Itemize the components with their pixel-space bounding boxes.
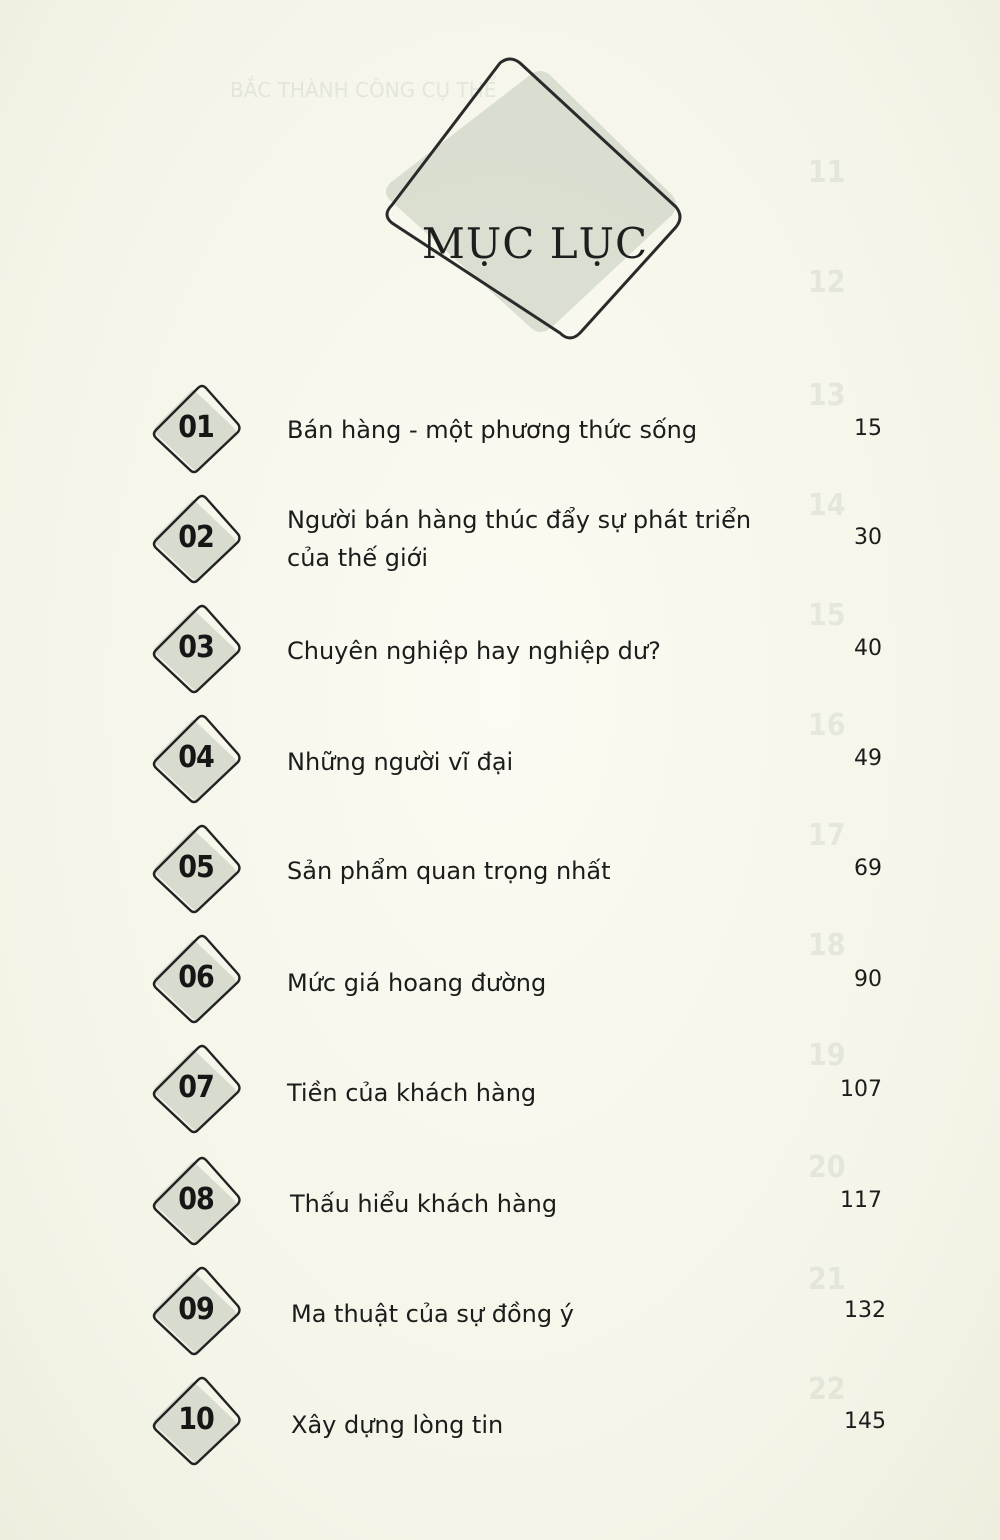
bleed-through-number: 20: [808, 1150, 846, 1185]
chapter-title: Ma thuật của sự đồng ý: [291, 1300, 574, 1328]
chapter-number-badge: [150, 1376, 242, 1468]
chapter-number-badge: [150, 384, 242, 476]
toc-entry[interactable]: [150, 934, 890, 1024]
chapter-page-number: 15: [854, 416, 882, 441]
chapter-page-number: 145: [844, 1409, 886, 1434]
bleed-through-number: 12: [808, 265, 846, 300]
toc-entry[interactable]: [150, 1266, 890, 1356]
chapter-number: 05: [178, 850, 214, 885]
bleed-through-number: 21: [808, 1262, 846, 1297]
chapter-page-number: 30: [854, 525, 882, 550]
toc-entry[interactable]: [150, 1044, 890, 1134]
chapter-page-number: 90: [854, 967, 882, 992]
chapter-number: 10: [178, 1402, 214, 1437]
chapter-page-number: 49: [854, 746, 882, 771]
chapter-number-badge: [150, 824, 242, 916]
chapter-number-badge: [150, 714, 242, 806]
chapter-number: 04: [178, 740, 214, 775]
bleed-through-number: 15: [808, 598, 846, 633]
contents-heading-badge: [380, 55, 690, 340]
chapter-page-number: 107: [840, 1077, 882, 1102]
chapter-number: 01: [178, 410, 214, 445]
chapter-page-number: 132: [844, 1298, 886, 1323]
chapter-number-badge: [150, 1156, 242, 1248]
chapter-title: Sản phẩm quan trọng nhất: [287, 857, 611, 885]
toc-entry[interactable]: [150, 1376, 890, 1466]
bleed-through-number: 11: [808, 155, 846, 190]
bleed-through-number: 18: [808, 928, 846, 963]
chapter-title: Người bán hàng thúc đẩy sự phát triển: [287, 506, 752, 534]
chapter-number: 08: [178, 1182, 214, 1217]
chapter-number: 09: [178, 1292, 214, 1327]
chapter-number-badge: [150, 1044, 242, 1136]
chapter-number-badge: [150, 934, 242, 1026]
bleed-through-number: 19: [808, 1038, 846, 1073]
chapter-number-badge: [150, 604, 242, 696]
chapter-page-number: 117: [840, 1188, 882, 1213]
bleed-through-number: 22: [808, 1372, 846, 1407]
chapter-number: 02: [178, 520, 214, 555]
toc-entry[interactable]: [150, 494, 890, 584]
chapter-page-number: 40: [854, 636, 882, 661]
bleed-through-number: 13: [808, 378, 846, 413]
chapter-number: 07: [178, 1070, 214, 1105]
bleed-through-number: 16: [808, 708, 846, 743]
chapter-title: Thấu hiểu khách hàng: [290, 1190, 558, 1218]
bleed-through-text: BẮC THÀNH CÔNG CỤ THỂ: [230, 78, 497, 102]
chapter-title-line2: của thế giới: [287, 544, 429, 572]
toc-entry[interactable]: [150, 714, 890, 804]
toc-entry[interactable]: [150, 604, 890, 694]
chapter-title: Chuyên nghiệp hay nghiệp dư?: [287, 637, 661, 665]
chapter-number: 06: [178, 960, 214, 995]
page-title: MỤC LỤC: [421, 219, 649, 268]
toc-entry[interactable]: [150, 824, 890, 914]
diamond-frame-icon: [380, 55, 690, 340]
chapter-title: Bán hàng - một phương thức sống: [287, 416, 698, 444]
chapter-number: 03: [178, 630, 214, 665]
toc-entry[interactable]: [150, 1156, 890, 1246]
bleed-through-number: 17: [808, 818, 846, 853]
bleed-through-number: 14: [808, 488, 846, 523]
chapter-number-badge: [150, 494, 242, 586]
chapter-title: Những người vĩ đại: [287, 748, 514, 776]
chapter-page-number: 69: [854, 856, 882, 881]
chapter-title: Tiền của khách hàng: [287, 1079, 537, 1107]
chapter-title: Mức giá hoang đường: [287, 969, 547, 997]
chapter-title: Xây dựng lòng tin: [291, 1411, 504, 1439]
chapter-number-badge: [150, 1266, 242, 1358]
toc-entry[interactable]: [150, 384, 890, 474]
